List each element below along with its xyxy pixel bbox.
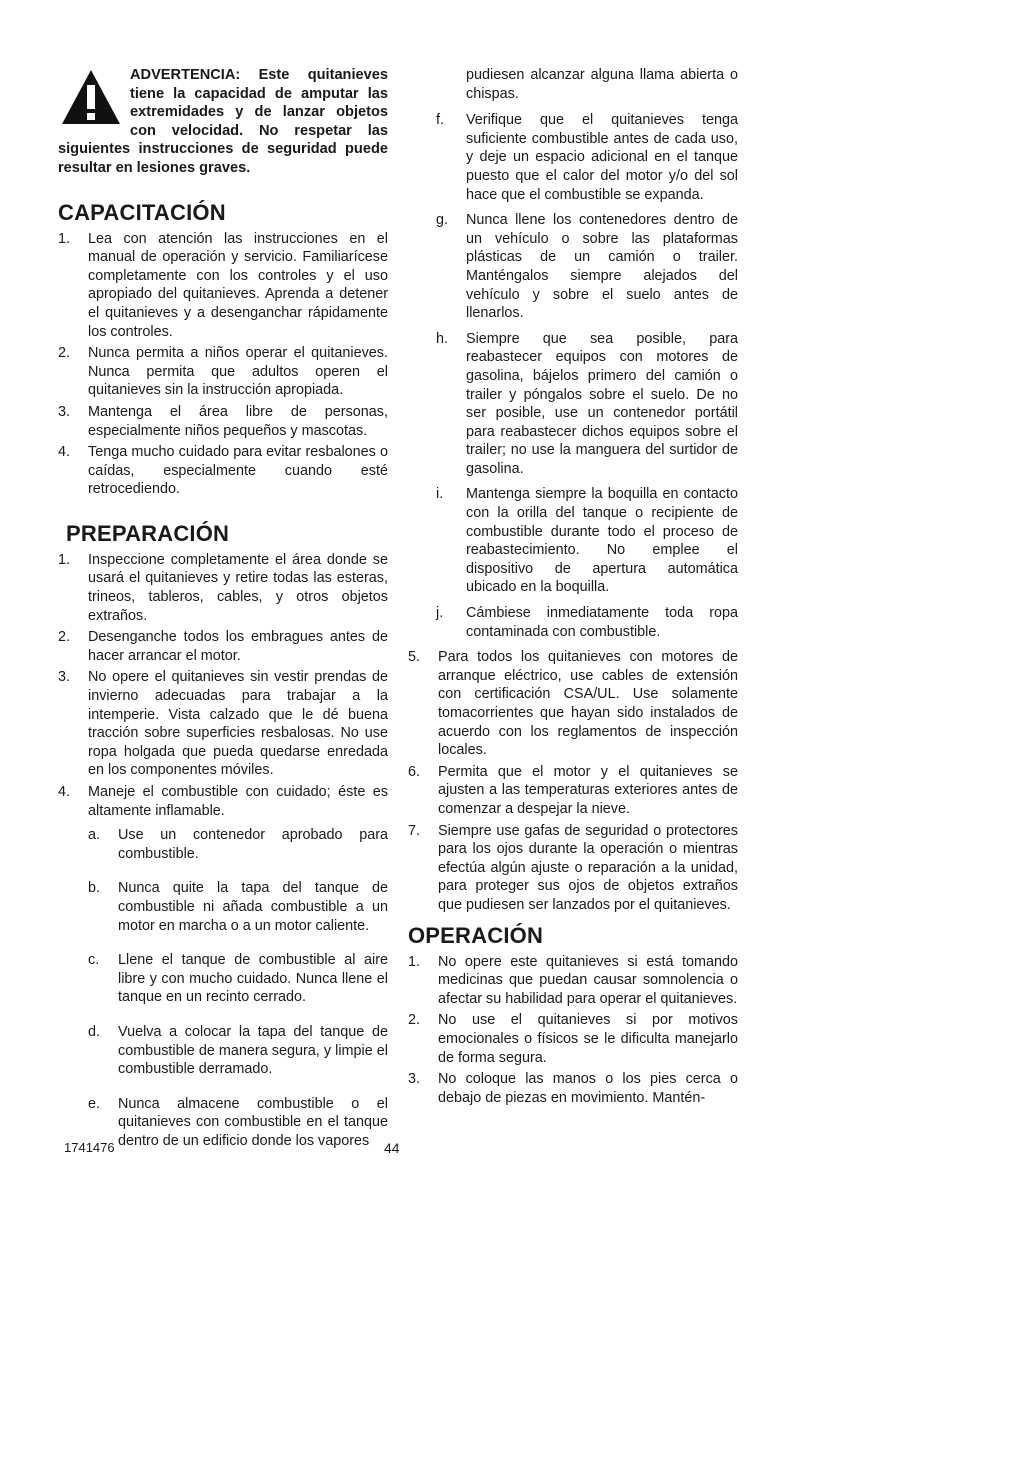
list-item-text: Mantenga el área libre de personas, especialmente niños pequeños y mascotas.: [88, 403, 388, 439]
preparacion-sublist-right: [436, 111, 738, 641]
list-item-marker: 1.: [58, 230, 71, 247]
list-item: [436, 330, 738, 479]
list-item: [58, 230, 388, 342]
list-item-text: Llene el tanque de combustible al aire libre y con mucho cuidado. Nunca llene el tanque en un recinto cerrado.: [118, 952, 388, 1006]
list-item-text: Cámbiese inmediatamente toda ropa contaminada con combustible.: [466, 605, 738, 640]
list-item: [58, 783, 388, 820]
list-item: [88, 879, 388, 935]
list-item-text: Vuelva a colocar la tapa del tanque de combustible de manera segura, y limpie el combustible derramado.: [118, 1023, 388, 1078]
list-item-marker: 3.: [58, 669, 71, 686]
list-item: [58, 443, 388, 499]
list-item: [436, 211, 738, 323]
list-item-marker: 3.: [58, 403, 71, 420]
list-item: [88, 826, 388, 863]
list-item: [88, 1095, 388, 1151]
list-item-text: Inspeccione completamente el área donde se usará el quitanieves y retire todas las esteras, trineos, tableros, cables, y otros objetos extraños.: [88, 551, 388, 624]
preparacion-list: [58, 551, 388, 820]
list-item-marker: h.: [436, 330, 449, 347]
list-item-marker: 1.: [408, 953, 421, 970]
list-item-marker: 1.: [58, 551, 71, 568]
list-item-text: No opere el quitanieves sin vestir prendas de invierno adecuadas para trabajar a la intemperie. Vista calzado que le dé buena tracción sobre superficies resbalosas. No use ropa holgada que pueda quedarse enredada en los componentes móviles.: [88, 669, 388, 779]
preparacion-list-continued: [408, 648, 738, 914]
list-item-text: Mantenga siempre la boquilla en contacto con la orilla del tanque o recipiente de combustible durante todo el proceso de reabastecimiento. No emplee el dispositivo de apertura automática ubicado en la boquilla.: [466, 486, 738, 596]
list-item-marker: 4.: [58, 444, 71, 461]
list-item: [88, 951, 388, 1007]
list-item-text: Para todos los quitanieves con motores de arranque eléctrico, use cables de extensión con certificación CSA/UL. Use solamente tomacorrientes que hayan sido instalados de acuerdo con los reglamentos de inspección locales.: [438, 649, 738, 759]
list-item: [58, 668, 388, 780]
list-item-marker: e.: [88, 1095, 101, 1112]
list-item-marker: a.: [88, 827, 101, 844]
list-item-marker: 2.: [408, 1012, 421, 1029]
list-item: [408, 1070, 738, 1107]
list-item-text: No opere este quitanieves si está tomando medicinas que puedan causar somnolencia o afectar su habilidad para operar el quitanieves.: [438, 953, 738, 1007]
list-item: [436, 604, 738, 641]
list-item-text: No use el quitanieves si por motivos emocionales o físicos se le dificulta manejarlo de forma segura.: [438, 1012, 738, 1066]
list-item-marker: 3.: [408, 1071, 421, 1088]
list-item: [408, 763, 738, 819]
list-item-text: Desenganche todos los embragues antes de hacer arrancar el motor.: [88, 629, 388, 664]
list-item-marker: 2.: [58, 629, 71, 646]
section-title-capacitacion: CAPACITACIÓN: [58, 199, 226, 225]
list-item-text: Nunca permita a niños operar el quitanieves. Nunca permita que adultos operen el quitanieves sin la instrucción apropiada.: [88, 345, 388, 399]
right-column: [408, 66, 738, 1110]
list-item-marker: g.: [436, 212, 449, 229]
list-item: [408, 953, 738, 1009]
list-item-marker: d.: [88, 1023, 101, 1040]
list-item-marker: c.: [88, 952, 100, 969]
list-item-marker: 5.: [408, 649, 421, 666]
left-column: [58, 66, 388, 1151]
list-item-marker: 2.: [58, 345, 71, 362]
list-item: [436, 111, 738, 204]
list-item: [58, 551, 388, 625]
list-item-text: Use un contenedor aprobado para combustible.: [118, 827, 388, 862]
list-item-text: Siempre que sea posible, para reabastecer equipos con motores de gasolina, bájelos primero del camión o trailer y póngalos sobre el suelo. De no ser posible, use un contenedor portátil para reabastecer dichos equipos sobre el trailer; no use la manguera del surtidor de gasolina.: [466, 330, 738, 477]
warning-text: ADVERTENCIA: Este quitanieves tiene la capacidad de amputar las extremidades y de lanzar objetos con velocidad. No respetar las siguientes instrucciones de seguridad puede resultar en lesiones graves.: [58, 67, 388, 176]
operacion-list: [408, 953, 738, 1108]
list-item-marker: i.: [436, 486, 444, 503]
list-item-marker: 4.: [58, 784, 71, 800]
list-item-text: Nunca almacene combustible o el quitanieves con combustible en el tanque dentro de un edificio donde los vapores: [118, 1095, 388, 1149]
list-item: [436, 485, 738, 597]
list-item-marker: j.: [436, 605, 444, 622]
list-item: [88, 1023, 388, 1079]
list-item-text: Permita que el motor y el quitanieves se ajusten a las temperaturas exteriores antes de comenzar a despejar la nieve.: [438, 763, 738, 817]
list-item-marker: 6.: [408, 763, 421, 780]
section-title-preparacion: PREPARACIÓN: [66, 520, 230, 546]
list-item: [408, 822, 738, 915]
warning-block: [58, 66, 388, 178]
warning-triangle-icon: [60, 68, 122, 126]
list-item: [408, 1011, 738, 1067]
list-item: [58, 628, 388, 665]
list-item: [58, 403, 388, 440]
list-item-text: Lea con atención las instrucciones en el manual de operación y servicio. Familiarícese completamente con los controles y el uso apropiado del quitanieves. Aprenda a detener el quitanieves y a desenganchar rápidamente los controles.: [88, 230, 388, 340]
document-code: 1741476: [64, 1140, 115, 1155]
list-item-text: Nunca quite la tapa del tanque de combustible ni añada combustible a un motor en marcha o a un motor caliente.: [118, 880, 388, 934]
list-item: [408, 648, 738, 760]
list-item-marker: 7.: [408, 822, 421, 839]
preparacion-sublist-left: [88, 826, 388, 1150]
page-number: 44: [384, 1140, 400, 1156]
list-item-marker: f.: [436, 112, 444, 129]
capacitacion-list: [58, 230, 388, 499]
continuation-text: pudiesen alcanzar alguna llama abierta o chispas.: [466, 67, 738, 102]
list-item-text: No coloque las manos o los pies cerca o debajo de piezas en movimiento. Mantén-: [438, 1071, 738, 1106]
section-title-operacion: OPERACIÓN: [408, 922, 544, 948]
list-item-text: Siempre use gafas de seguridad o protectores para los ojos durante la operación o mientras efectúa algún ajuste o reparación a la unidad, para proteger sus ojos de objetos extraños que pudiesen ser lanzados por el quitanieves.: [438, 822, 738, 913]
list-item-text: Verifique que el quitanieves tenga suficiente combustible antes de cada uso, y deje un espacio adicional en el tanque puesto que el calor del motor y/o del sol hace que el combustible se expanda.: [466, 112, 738, 203]
list-item: [58, 344, 388, 400]
list-item-marker: b.: [88, 880, 101, 897]
list-item-text: Nunca llene los contenedores dentro de un vehículo o sobre las plataformas plásticas de un camión o trailer. Manténgalos siempre alejados del vehículo y sobre el suelo antes de llenarlos.: [466, 212, 738, 322]
list-item-text: Tenga mucho cuidado para evitar resbalones o caídas, especialmente cuando esté retrocediendo.: [88, 444, 388, 498]
list-item-text: Maneje el combustible con cuidado; éste es altamente inflamable.: [88, 784, 388, 819]
